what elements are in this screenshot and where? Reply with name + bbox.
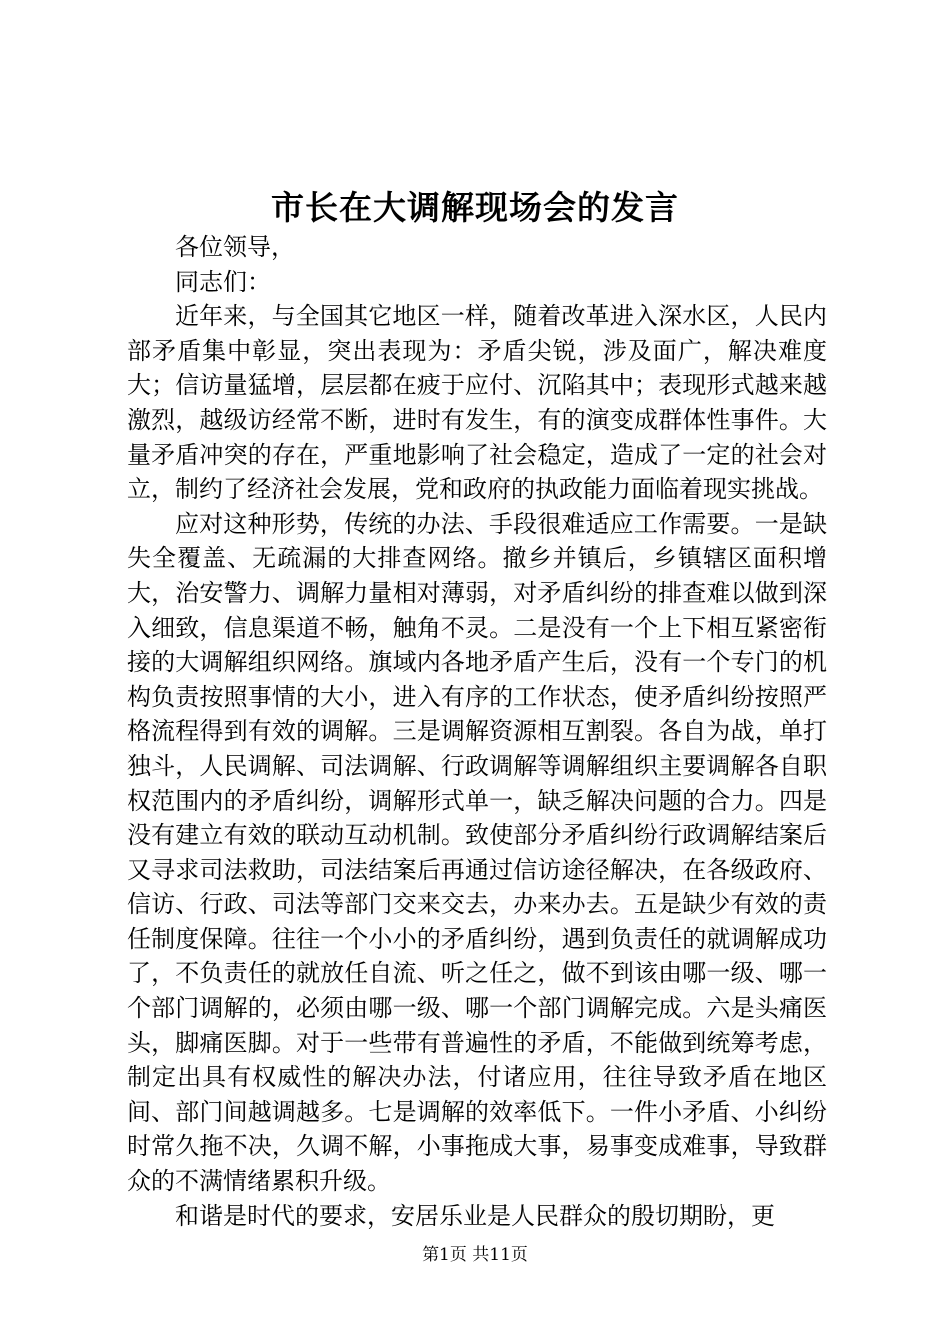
salutation-comrades: 同志们： xyxy=(175,267,271,296)
document-body xyxy=(127,230,827,1233)
document-title: 市长在大调解现场会的发言 xyxy=(271,188,679,227)
salutation-leaders: 各位领导， xyxy=(175,233,295,261)
paragraph-harmony: 和谐是时代的要求，安居乐业是人民群众的殷切期盼，更 xyxy=(175,1201,775,1230)
paragraph-problems: 应对这种形势，传统的办法、手段很难适应工作需要。一是缺失全覆盖、无疏漏的大排查网络。撤乡并镇后，乡镇辖区面积增大，治安警力、调解力量相对薄弱，对矛盾纠纷的排查难以做到深入细致，信息渠道不畅，触角不灵。二是没有一个上下相互紧密衔接的大调解组织网络。旗域内各地矛盾产生后，没有一个专门的机构负责按照事情的大小，进入有序的工作状态，使矛盾纠纷按照严格流程得到有效的调解。三是调解资源相互割裂。各自为战，单打独斗，人民调解、司法调解、行政调解等调解组织主要调解各自职权范围内的矛盾纠纷，调解形式单一，缺乏解决问题的合力。四是没有建立有效的联动互动机制。致使部分矛盾纠纷行政调解结案后又寻求司法救助，司法结案后再通过信访途径解决，在各级政府、信访、行政、司法等部门交来交去，办来办去。五是缺少有效的责任制度保障。往往一个小小的矛盾纠纷，遇到负责任的就调解成功了，不负责任的就放任自流、听之任之，做不到该由哪一级、哪一个部门调解的，必须由哪一级、哪一个部门调解完成。六是头痛医头，脚痛医脚。对于一些带有普遍性的矛盾，不能做到统筹考虑，制定出具有权威性的解决办法，付诸应用，往往导致矛盾在地区间、部门间越调越多。七是调解的效率低下。一件小矛盾、小纠纷时常久拖不决，久调不解，小事拖成大事，易事变成难事，导致群众的不满情绪累积升级。 xyxy=(127,509,827,1196)
paragraph-situation: 近年来，与全国其它地区一样，随着改革进入深水区，人民内部矛盾集中彰显，突出表现为：矛盾尖锐，涉及面广，解决难度大；信访量猛增，层层都在疲于应付、沉陷其中；表现形式越来越激烈，越级访经常不断，进时有发生，有的演变成群体性事件。大量矛盾冲突的存在，严重地影响了社会稳定，造成了一定的社会对立，制约了经济社会发展，党和政府的执政能力面临着现实挑战。 xyxy=(127,302,827,504)
page-footer: 第1页 共11页 xyxy=(422,1245,528,1265)
